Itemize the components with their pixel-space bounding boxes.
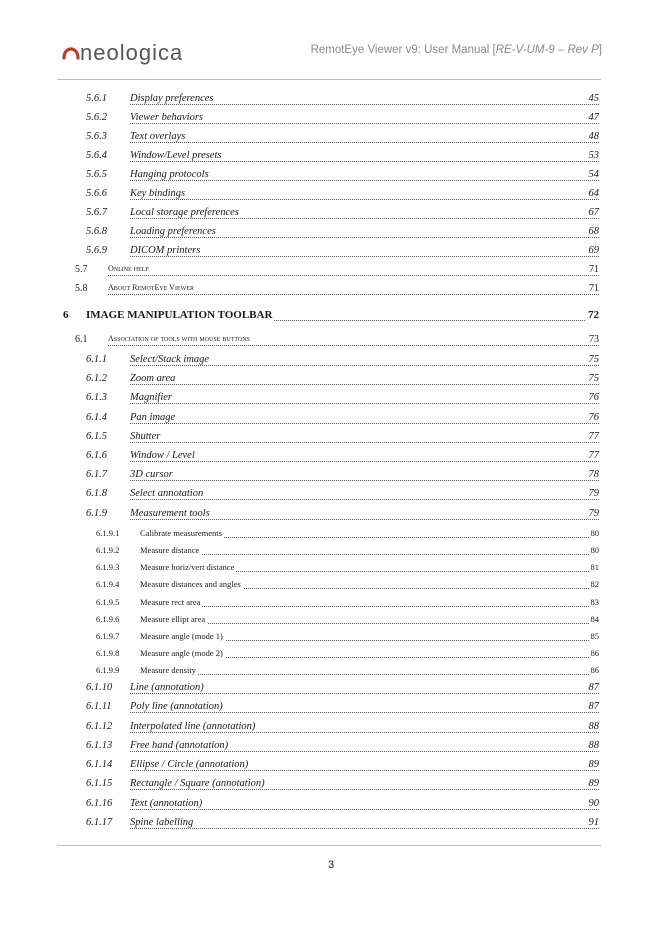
toc-dot-leader [130, 142, 599, 143]
toc-dot-leader [130, 199, 599, 200]
document-title: RemotEye Viewer v9: User Manual [RE-V-UM-9 – Rev P] [310, 44, 602, 56]
toc-entry[interactable] [0, 778, 662, 796]
toc-dot-leader [130, 442, 599, 443]
toc-dot-leader [140, 674, 599, 675]
toc-entry-page: 54 [588, 169, 599, 180]
toc-entry-title: Display preferences [130, 93, 214, 104]
toc-entry-number: 6.1.6 [86, 450, 107, 461]
toc-entry-number: 6.1.9.8 [96, 648, 120, 658]
footer-rule [57, 845, 601, 846]
toc-entry-title: Shutter [130, 431, 161, 442]
toc-entry-number: 5.6.6 [86, 188, 107, 199]
toc-entry-page: 86 [590, 665, 599, 675]
toc-entry[interactable] [0, 648, 662, 666]
toc-entry-title: Calibrate measurements [140, 528, 222, 538]
toc-entry-title: IMAGE MANIPULATION TOOLBAR [86, 309, 273, 321]
toc-dot-leader [108, 294, 599, 295]
toc-entry[interactable] [0, 373, 662, 391]
toc-entry-number: 6.1.13 [86, 740, 113, 751]
toc-entry[interactable] [0, 431, 662, 449]
toc-entry-title: Hanging protocols [130, 169, 209, 180]
svg-text:neologica: neologica [80, 40, 184, 65]
toc-entry[interactable] [0, 759, 662, 777]
toc-entry-title: Measure rect area [140, 597, 201, 607]
toc-entry-page: 77 [588, 450, 599, 461]
toc-entry-page: 71 [589, 264, 599, 275]
toc-entry-page: 89 [588, 778, 599, 789]
toc-entry[interactable] [0, 579, 662, 597]
toc-dot-leader [130, 123, 599, 124]
toc-entry[interactable] [0, 701, 662, 719]
toc-entry[interactable] [0, 283, 662, 301]
toc-entry-page: 83 [590, 597, 599, 607]
toc-dot-leader [130, 161, 599, 162]
toc-entry-number: 6.1.15 [86, 778, 113, 789]
toc-entry-number: 6.1.9.5 [96, 597, 120, 607]
toc-entry[interactable] [0, 112, 662, 130]
toc-entry-number: 5.6.5 [86, 169, 107, 180]
toc-entry-number: 6.1.7 [86, 469, 107, 480]
toc-entry-number: 6.1.8 [86, 488, 107, 499]
toc-entry-title: Pan image [130, 412, 176, 423]
toc-entry[interactable] [0, 354, 662, 372]
toc-dot-leader [108, 345, 599, 346]
toc-entry-number: 5.6.2 [86, 112, 107, 123]
toc-entry-title: Local storage preferences [130, 207, 239, 218]
toc-entry-page: 77 [588, 431, 599, 442]
toc-entry-page: 68 [588, 226, 599, 237]
toc-entry[interactable] [0, 150, 662, 168]
toc-entry[interactable] [0, 528, 662, 546]
toc-entry-page: 48 [588, 131, 599, 142]
toc-dot-leader [130, 712, 599, 713]
toc-entry-title: Select annotation [130, 488, 204, 499]
toc-entry-number: 6.1.2 [86, 373, 107, 384]
toc-entry-title: Viewer behaviors [130, 112, 203, 123]
toc-entry-title: 3D cursor [130, 469, 173, 480]
toc-entry-page: 67 [588, 207, 599, 218]
toc-dot-leader [130, 751, 599, 752]
toc-entry[interactable] [0, 508, 662, 526]
toc-entry[interactable] [0, 721, 662, 739]
page-header [0, 0, 662, 80]
toc-dot-leader [130, 104, 599, 105]
toc-entry[interactable] [0, 412, 662, 430]
toc-entry-page: 78 [588, 469, 599, 480]
toc-dot-leader [130, 365, 599, 366]
toc-entry-page: 91 [588, 817, 599, 828]
toc-entry[interactable] [0, 392, 662, 410]
toc-entry-page: 45 [588, 93, 599, 104]
toc-entry[interactable] [0, 682, 662, 700]
toc-entry-number: 6.1.9.3 [96, 562, 120, 572]
toc-entry-page: 87 [588, 701, 599, 712]
toc-entry-number: 6 [63, 309, 69, 321]
toc-entry-page: 79 [588, 488, 599, 499]
toc-entry-title: Rectangle / Square (annotation) [130, 778, 265, 789]
toc-entry-page: 87 [588, 682, 599, 693]
toc-entry-page: 47 [588, 112, 599, 123]
toc-entry-page: 75 [588, 373, 599, 384]
toc-entry[interactable] [0, 798, 662, 816]
toc-entry-title: Ellipse / Circle (annotation) [130, 759, 249, 770]
toc-entry-title: Measure distances and angles [140, 579, 241, 589]
toc-entry-number: 6.1.14 [86, 759, 113, 770]
toc-entry-number: 5.7 [75, 264, 88, 275]
toc-entry-page: 85 [590, 631, 599, 641]
toc-entry-page: 89 [588, 759, 599, 770]
toc-entry-title: Poly line (annotation) [130, 701, 223, 712]
toc-entry-number: 6.1.9.6 [96, 614, 120, 624]
toc-entry[interactable] [0, 93, 662, 111]
toc-entry[interactable] [0, 665, 662, 683]
toc-entry-number: 6.1.3 [86, 392, 107, 403]
toc-entry[interactable] [0, 597, 662, 615]
toc-entry-number: 6.1.12 [86, 721, 113, 732]
toc-entry-title: Interpolated line (annotation) [130, 721, 256, 732]
toc-entry[interactable] [0, 740, 662, 758]
toc-dot-leader [140, 606, 599, 607]
toc-dot-leader [130, 461, 599, 462]
toc-dot-leader [130, 693, 599, 694]
toc-entry-number: 6.1.4 [86, 412, 107, 423]
toc-entry-title: Magnifier [130, 392, 172, 403]
toc-entry-title: Measure angle (mode 1) [140, 631, 223, 641]
toc-entry[interactable] [0, 488, 662, 506]
toc-entry-page: 84 [590, 614, 599, 624]
toc-entry-page: 79 [588, 508, 599, 519]
toc-entry[interactable] [0, 188, 662, 206]
toc-entry-title: DICOM printers [130, 245, 201, 256]
toc-dot-leader [130, 218, 599, 219]
toc-entry-number: 6.1.5 [86, 431, 107, 442]
toc-entry-page: 86 [590, 648, 599, 658]
toc-entry-title: Measure angle (mode 2) [140, 648, 223, 658]
toc-entry[interactable] [0, 545, 662, 563]
toc-entry[interactable] [0, 207, 662, 225]
toc-entry-page: 81 [590, 562, 599, 572]
toc-entry[interactable] [0, 562, 662, 580]
neologica-logo [60, 36, 215, 70]
toc-dot-leader [130, 423, 599, 424]
toc-entry-title: Loading preferences [130, 226, 216, 237]
toc-entry-title: Measure density [140, 665, 196, 675]
toc-entry-page: 76 [588, 392, 599, 403]
toc-entry-number: 6.1.9.9 [96, 665, 120, 675]
toc-entry-page: 75 [588, 354, 599, 365]
toc-entry-number: 5.6.4 [86, 150, 107, 161]
toc-entry-number: 5.6.3 [86, 131, 107, 142]
toc-dot-leader [130, 809, 599, 810]
toc-entry-page: 90 [588, 798, 599, 809]
toc-entry-title: Spine labelling [130, 817, 194, 828]
toc-entry-number: 5.6.1 [86, 93, 107, 104]
toc-entry[interactable] [0, 614, 662, 632]
toc-entry-page: 72 [588, 309, 599, 321]
toc-dot-leader [130, 732, 599, 733]
toc-dot-leader [130, 480, 599, 481]
toc-entry-page: 80 [590, 528, 599, 538]
toc-entry-page: 64 [588, 188, 599, 199]
toc-entry-title: Line (annotation) [130, 682, 204, 693]
toc-entry-number: 5.6.9 [86, 245, 107, 256]
toc-entry-number: 6.1.16 [86, 798, 113, 809]
toc-dot-leader [130, 180, 599, 181]
toc-entry-number: 6.1.9.4 [96, 579, 120, 589]
toc-dot-leader [108, 275, 599, 276]
toc-entry-title: Free hand (annotation) [130, 740, 229, 751]
toc-dot-leader [130, 519, 599, 520]
toc-entry-page: 88 [588, 721, 599, 732]
toc-entry-number: 6.1.1 [86, 354, 107, 365]
header-rule [57, 79, 601, 80]
toc-entry-number: 5.6.8 [86, 226, 107, 237]
toc-entry[interactable] [0, 169, 662, 187]
toc-entry[interactable] [0, 450, 662, 468]
toc-entry[interactable] [0, 817, 662, 835]
toc-entry-title: Text overlays [130, 131, 186, 142]
toc-entry-number: 6.1.9 [86, 508, 107, 519]
toc-dot-leader [130, 237, 599, 238]
toc-entry-title: About RemotEye Viewer [108, 283, 194, 292]
toc-entry-page: 82 [590, 579, 599, 589]
toc-entry-number: 6.1.9.1 [96, 528, 120, 538]
toc-entry[interactable] [0, 264, 662, 282]
toc-entry-number: 5.8 [75, 283, 88, 294]
toc-entry-title: Select/Stack image [130, 354, 210, 365]
toc-entry-number: 6.1.9.2 [96, 545, 120, 555]
toc-entry-title: Measure horiz/vert distance [140, 562, 235, 572]
toc-entry-title: Window / Level [130, 450, 195, 461]
toc-entry-title: Association of tools with mouse buttons [108, 334, 250, 343]
toc-entry[interactable] [0, 131, 662, 149]
toc-entry-number: 6.1.11 [86, 701, 112, 712]
toc-entry-page: 76 [588, 412, 599, 423]
page-number: 3 [327, 859, 335, 871]
toc-entry-page: 71 [589, 283, 599, 294]
toc-entry-number: 5.6.7 [86, 207, 107, 218]
toc-entry-title: Text (annotation) [130, 798, 203, 809]
toc-entry-title: Measurement tools [130, 508, 210, 519]
toc-dot-leader [140, 623, 599, 624]
toc-entry-title: Window/Level presets [130, 150, 222, 161]
toc-entry[interactable] [0, 469, 662, 487]
toc-entry-title: Measure ellipt area [140, 614, 206, 624]
toc-entry[interactable] [0, 226, 662, 244]
toc-entry-number: 6.1.9.7 [96, 631, 120, 641]
toc-entry-number: 6.1.17 [86, 817, 113, 828]
toc-entry-title: Measure distance [140, 545, 200, 555]
toc-dot-leader [130, 256, 599, 257]
toc-entry-title: Zoom area [130, 373, 176, 384]
toc-entry-number: 6.1 [75, 334, 88, 345]
toc-entry-title: Online help [108, 264, 149, 273]
toc-dot-leader [130, 770, 599, 771]
toc-dot-leader [130, 789, 599, 790]
toc-dot-leader [130, 403, 599, 404]
toc-entry-title: Key bindings [130, 188, 186, 199]
toc-entry-page: 80 [590, 545, 599, 555]
toc-entry-page: 69 [588, 245, 599, 256]
toc-entry[interactable] [0, 309, 662, 327]
toc-dot-leader [130, 499, 599, 500]
toc-entry-page: 53 [588, 150, 599, 161]
toc-entry[interactable] [0, 631, 662, 649]
toc-dot-leader [130, 828, 599, 829]
toc-entry-page: 73 [589, 334, 599, 345]
toc-entry[interactable] [0, 245, 662, 263]
toc-entry-page: 88 [588, 740, 599, 751]
toc-dot-leader [140, 554, 599, 555]
toc-dot-leader [130, 384, 599, 385]
toc-entry-number: 6.1.10 [86, 682, 113, 693]
toc-entry[interactable] [0, 334, 662, 352]
